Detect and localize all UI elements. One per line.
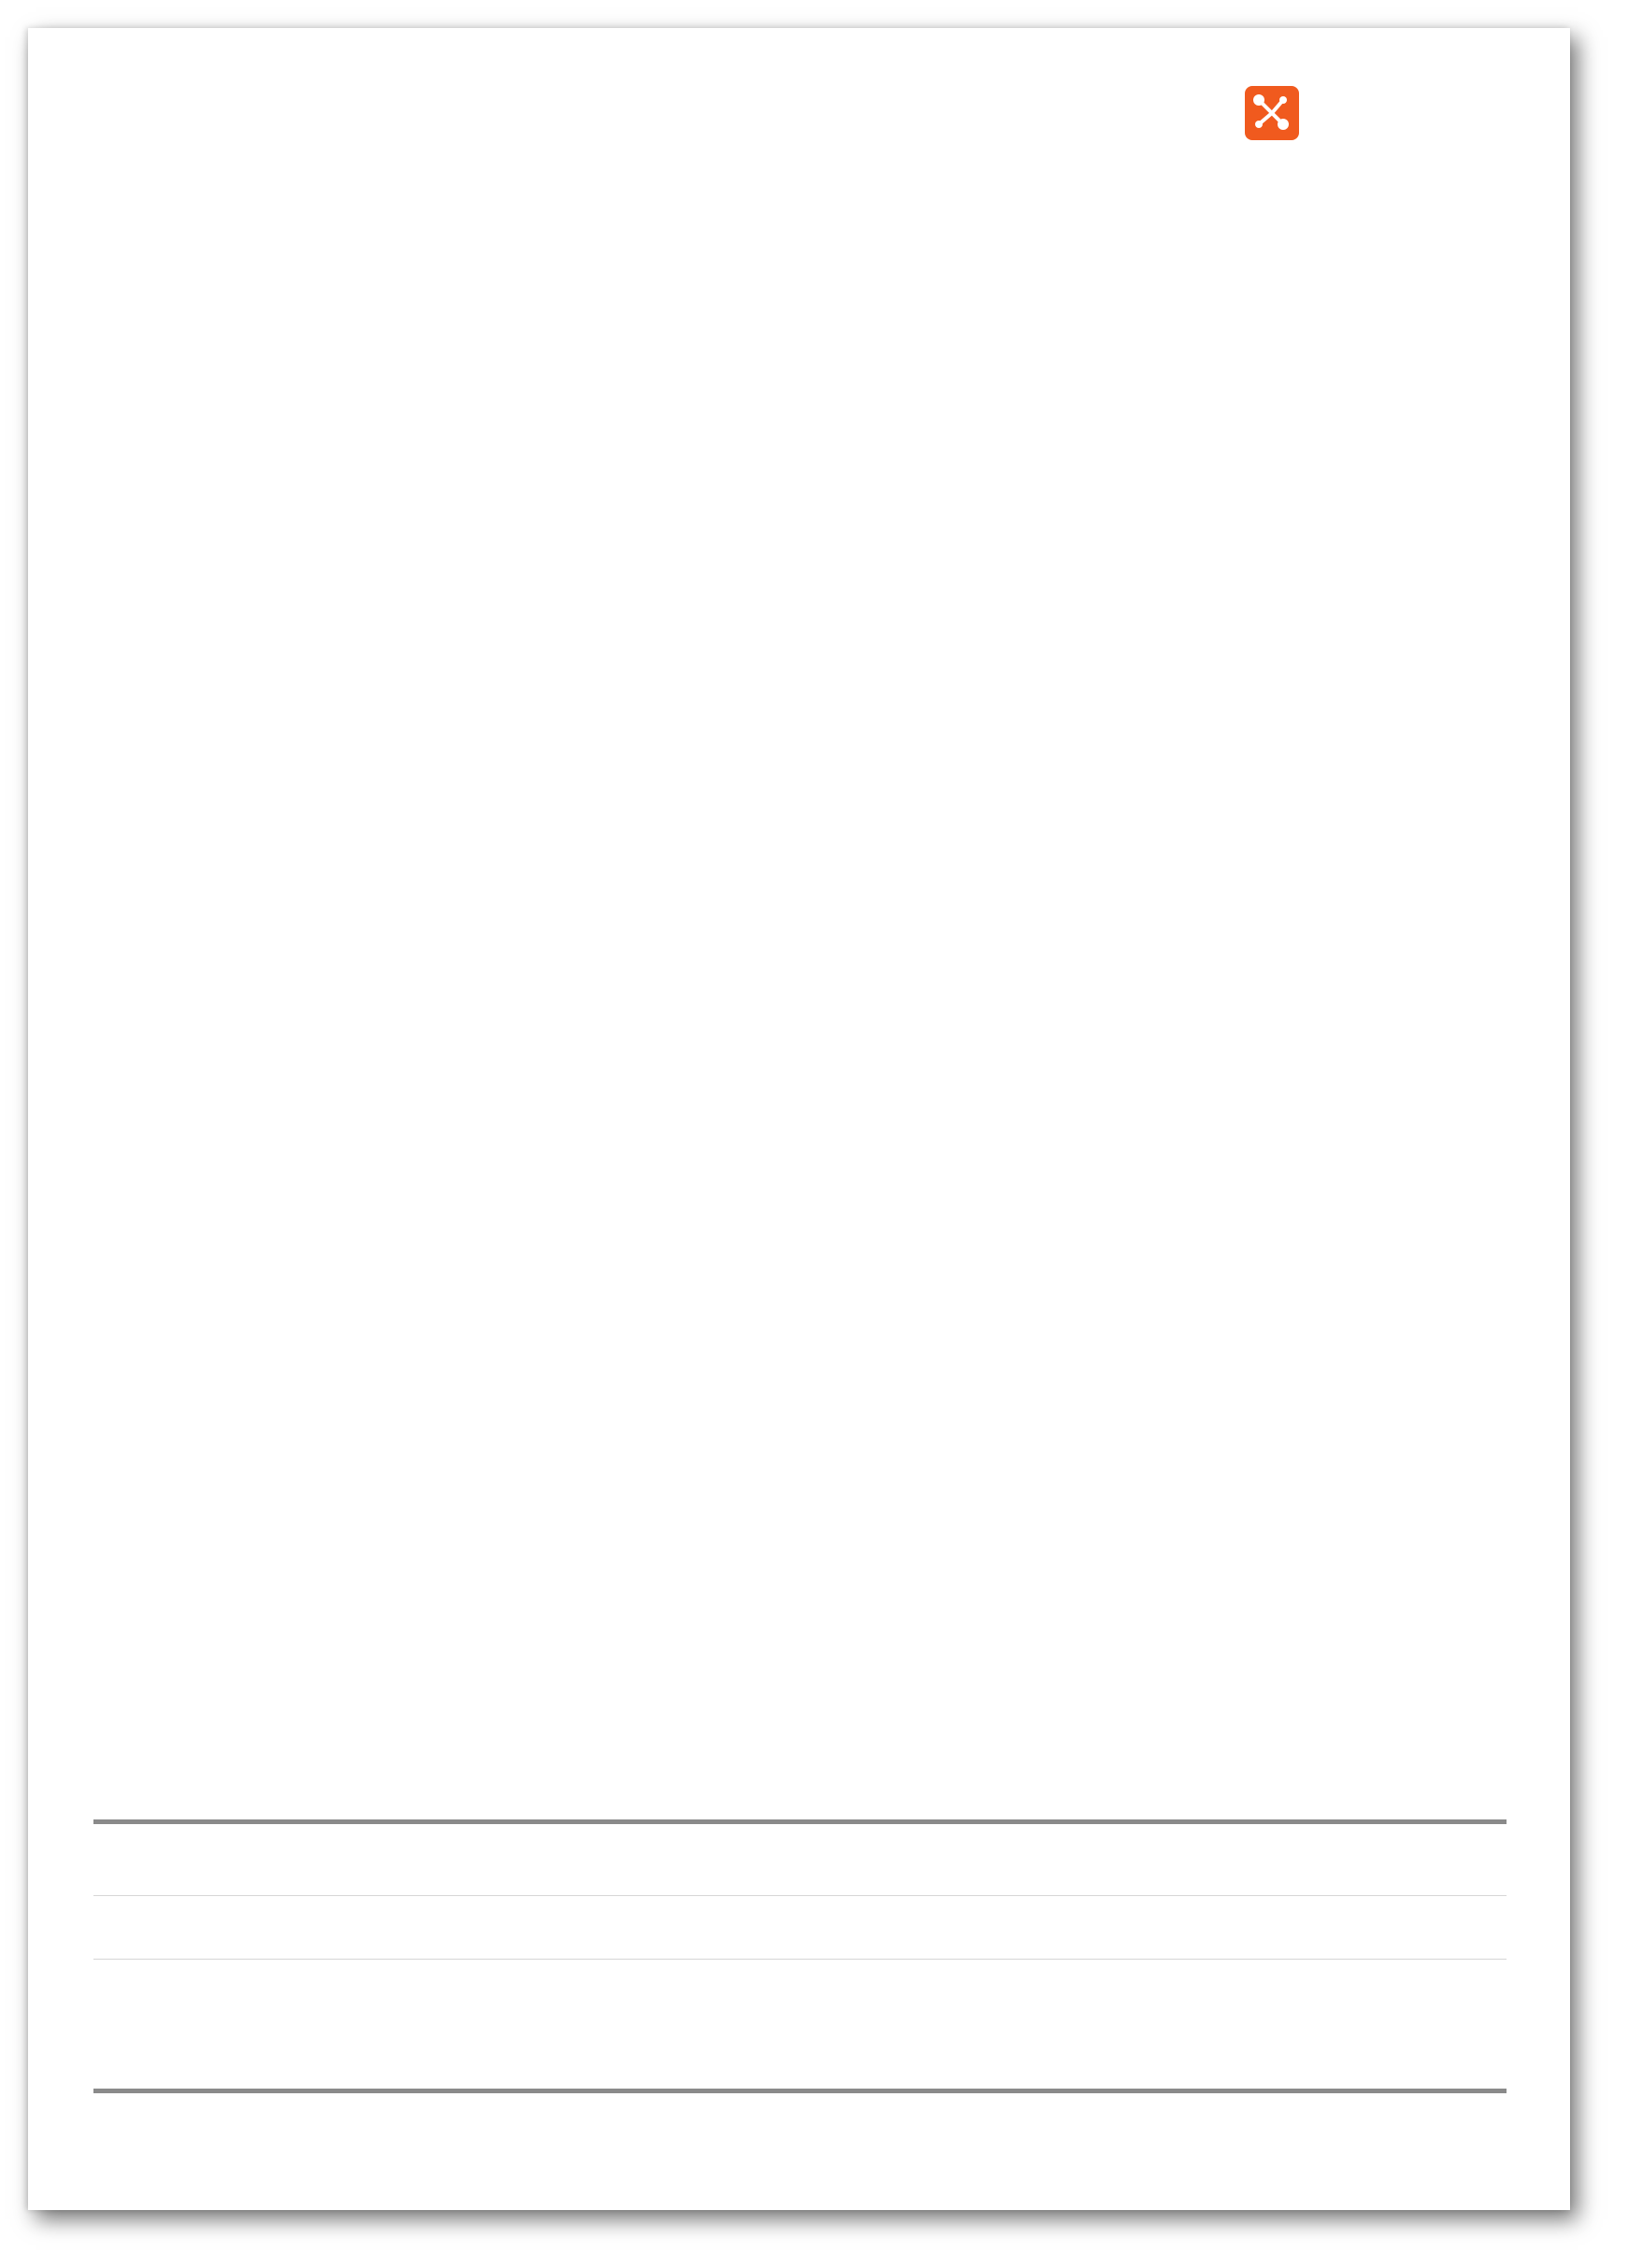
report-page (28, 28, 1570, 2210)
summary-rule-2 (93, 1959, 1507, 1960)
summary-bottom-divider (93, 2089, 1507, 2093)
summary-rule (93, 1895, 1507, 1896)
summary-divider (93, 1819, 1507, 1824)
tachobit-logo-icon (1243, 84, 1308, 144)
tachobit-logo (1243, 84, 1308, 149)
